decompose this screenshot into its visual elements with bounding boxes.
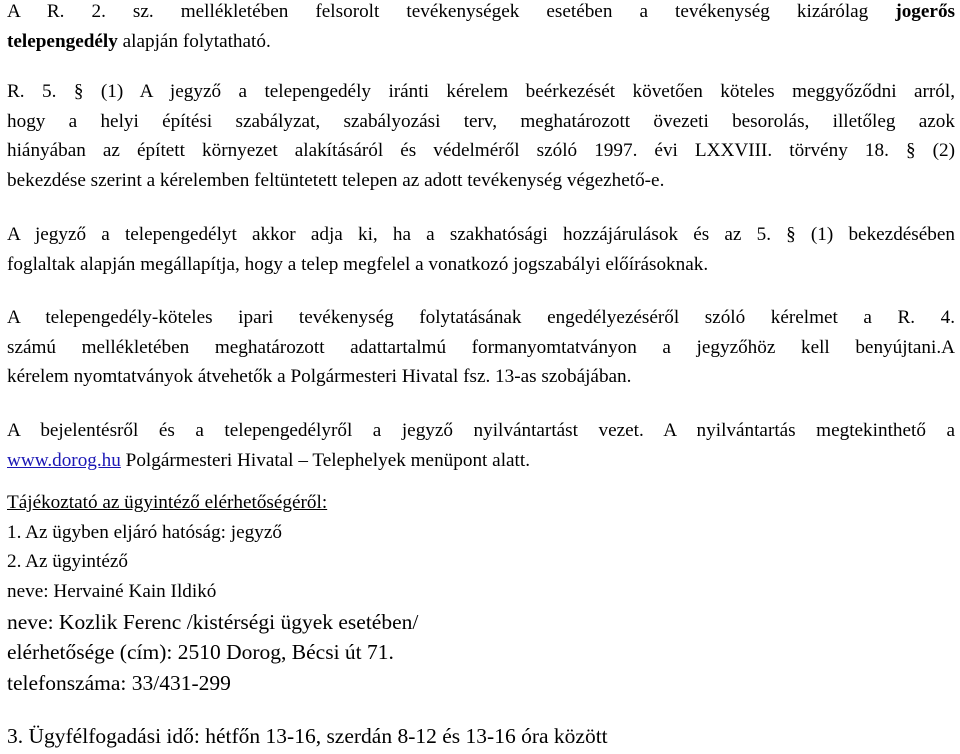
office-hours-line: 3. Ügyfélfogadási idő: hétfőn 13-16, szerdán 8-12 és 13-16 óra között [7, 724, 608, 748]
officer-name-1: neve: Hervainé Kain Ildikó [7, 580, 217, 602]
text-span: alapján folytatható. [117, 30, 271, 52]
text-span: A R. 2. sz. mellékletében felsorolt tevékenységek esetében a tevékenység kizárólag [7, 1, 896, 22]
dorog-website-link[interactable]: www.dorog.hu [7, 449, 121, 471]
officer-phone: telefonszáma: 33/431-299 [7, 671, 231, 695]
contact-info-section [7, 488, 955, 606]
text-line: hogy a helyi építési szabályzat, szabályozási terv, meghatározott övezeti besorolás, illetőleg azok [7, 110, 955, 132]
text-line: bekezdése szerint a kérelemben feltüntetett telepen az adott tevékenység végezhető-e. [7, 169, 665, 191]
text-line: A jegyző a telepengedélyt akkor adja ki, ha a szakhatósági hozzájárulások és az 5. § (1) bekezdésében [7, 224, 955, 245]
officer-item: 2. Az ügyintéző [7, 551, 128, 572]
text-line: hiányában az épített környezet alakításáról és védelméről szóló 1997. évi LXXVIII. törvény 18. § (2) [7, 140, 955, 161]
text-line: kérelem nyomtatványok átvehetők a Polgármesteri Hivatal fsz. 13-as szobájában. [7, 366, 632, 387]
text-line [7, 27, 955, 57]
contact-details [7, 607, 955, 698]
bold-text: telepengedély [7, 30, 118, 52]
text-line [7, 446, 955, 476]
contact-heading: Tájékoztató az ügyintéző elérhetőségéről: [7, 492, 328, 513]
text-line: foglaltak alapján megállapítja, hogy a telep megfelel a vonatkozó jogszabályi előírásoknak. [7, 253, 709, 275]
paragraph-jegyzo-kiadja [7, 220, 955, 279]
text-line: A bejelentésről és a telepengedélyről a jegyző nyilvántartást vezet. A nyilvántartás megtekinthető a [7, 420, 955, 441]
officer-address: elérhetősége (cím): 2510 Dorog, Bécsi út 71. [7, 640, 394, 664]
text-line: R. 5. § (1) A jegyző a telepengedély iránti kérelem beérkezését követően köteles meggyőződni arról, [7, 81, 955, 102]
officer-name-2: neve: Kozlik Ferenc /kistérségi ügyek esetében/ [7, 610, 419, 634]
office-hours [7, 720, 955, 752]
paragraph-r5 [7, 77, 955, 195]
paragraph-jogeros-telepengedely [7, 0, 955, 56]
text-line: A telepengedély-köteles ipari tevékenység folytatásának engedélyezéséről szóló kérelmet a R. 4. [7, 307, 955, 328]
paragraph-kerelem [7, 303, 955, 392]
text-line [7, 0, 955, 27]
authority-item: 1. Az ügyben eljáró hatóság: jegyző [7, 521, 282, 543]
paragraph-nyilvantartas [7, 416, 955, 475]
text-span: Polgármesteri Hivatal – Telephelyek menüpont alatt. [120, 449, 530, 471]
bold-text: jogerős [895, 1, 955, 22]
text-line: számú mellékletében meghatározott adattartalmú formanyomtatványon a jegyzőhöz kell benyújtani.A [7, 336, 955, 358]
